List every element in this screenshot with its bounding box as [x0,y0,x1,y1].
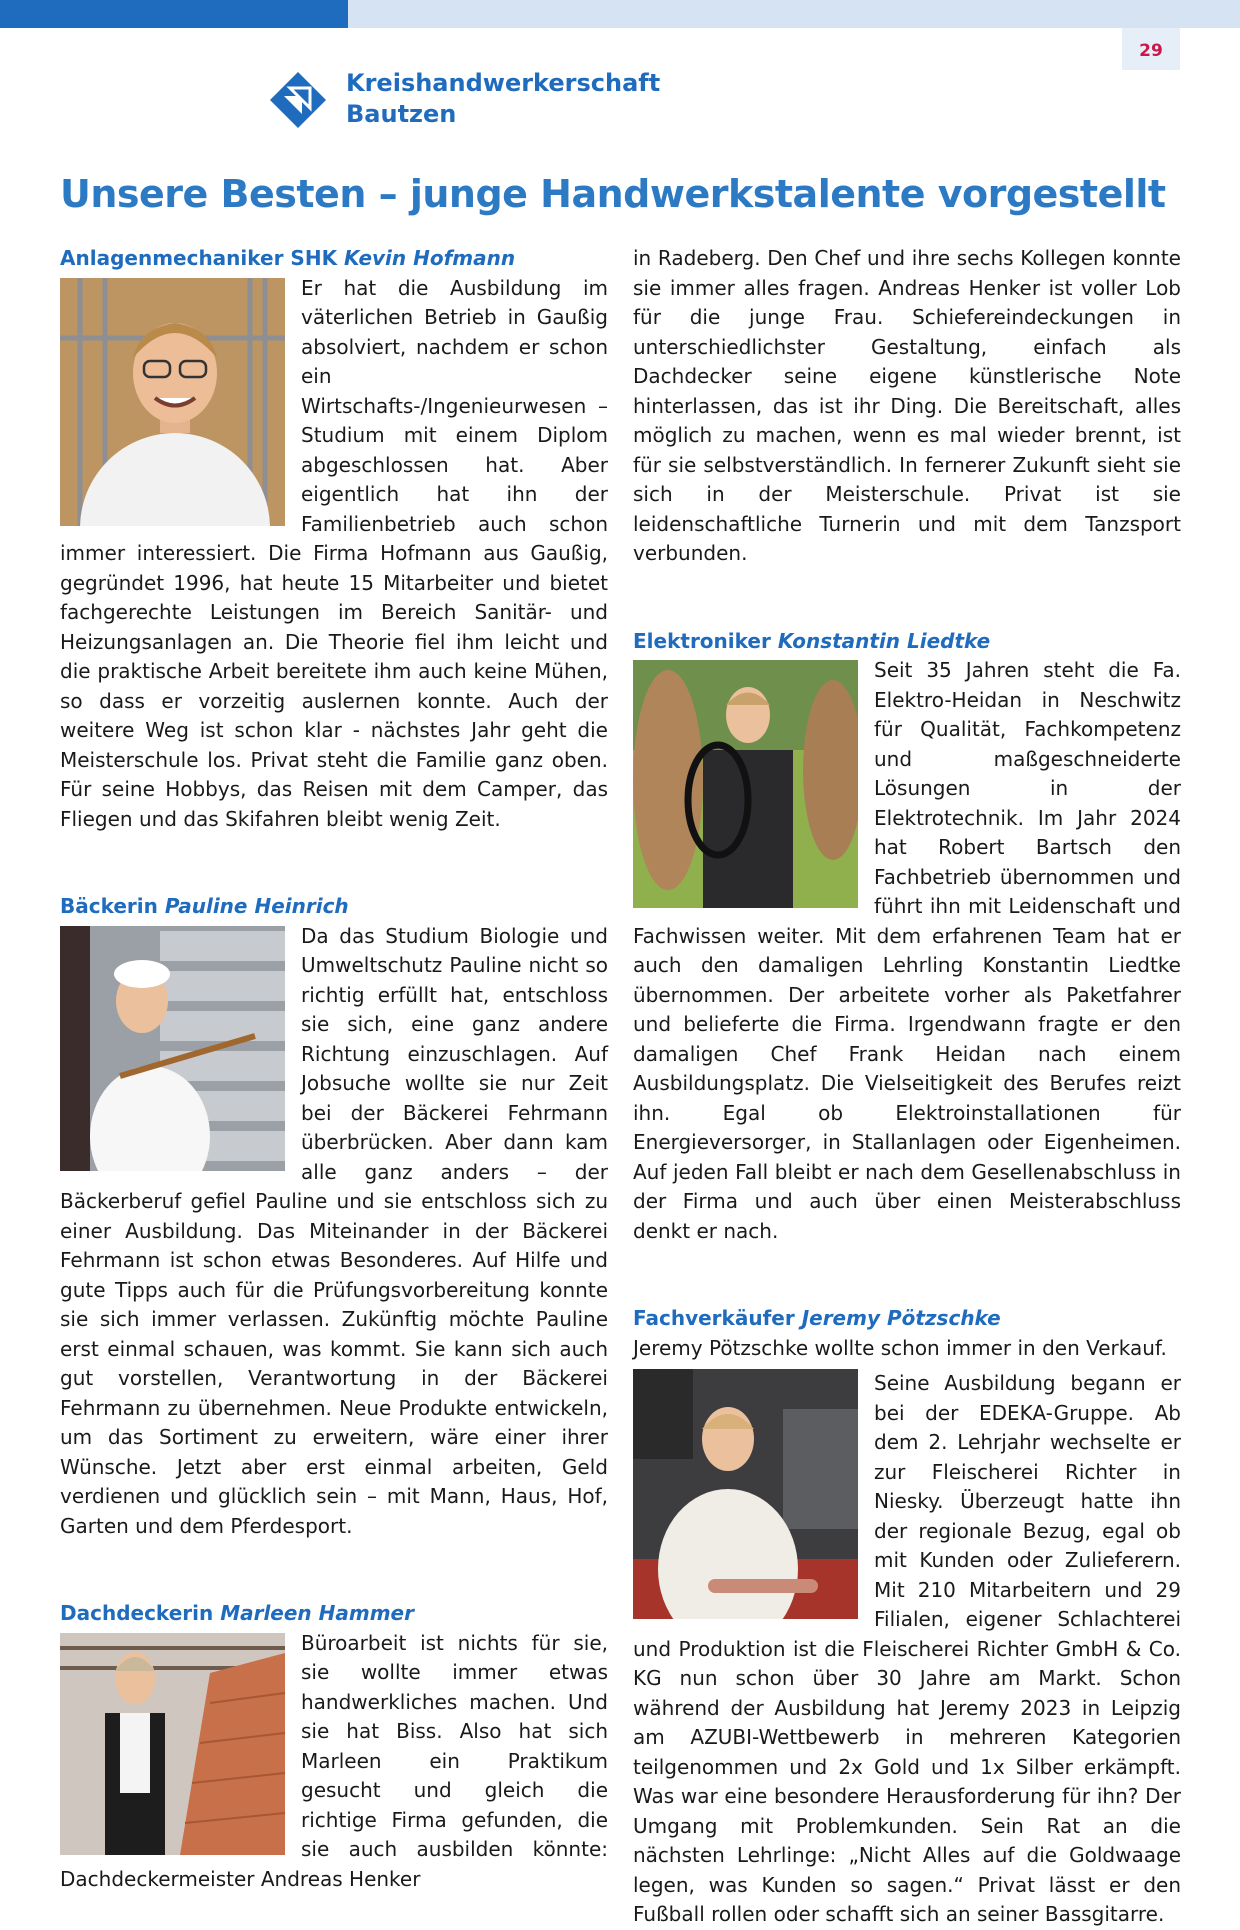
section-text: Büroarbeit ist nichts für sie, sie wollte immer etwas handwerkliches machen. Und sie hat Biss. Also hat sich Marleen ein Praktikum gesucht und gleich die richtige Firma gefunden, die sie auch ausbilden könnte: Dachdeckermeister Andreas Henker [60,1630,608,1891]
left-column [60,244,608,1894]
section-role: Fachverkäufer [633,1306,795,1330]
section-role: Bäckerin [60,894,158,918]
section-role: Dachdeckerin [60,1601,214,1625]
section-text: Da das Studium Biologie und Umweltschutz Pauline nicht so richtig erfüllt hat, entschloss sie sich, eine ganz andere Richtung einzuschlagen. Auf Jobsuche wollte sie nur Zeit bei der Bäckerei Fehrmann überbrücken. Aber dann kam alle ganz anders – der Bäckerberuf gefiel Pauline und sie entschloss sich zu einer Ausbildung. Das Miteinander in der Bäckerei Fehrmann ist schon etwas Besonderes. Auf Hilfe und gute Tipps auch für die Prüfungsvorbereitung konnte sie sich immer verlassen. Zukünftig möchte Pauline erst einmal schauen, was kommt. Sie kann sich auch gut vorstellen, Verantwortung in der Bäckerei Fehrmann zu übernehmen. Neue Produkte entwickeln, um das Sortiment zu erweitern, wäre einer ihrer Wünsche. Jetzt aber erst einmal arbeiten, Geld verdienen und glücklich sein – mit Mann, Haus, Hof, Garten und dem Pferdesport. [60,923,608,1538]
organization-line2: Bautzen [346,100,457,128]
section-konstantin [633,627,1181,1247]
section-person-name: Jeremy Pötzschke [801,1306,1001,1330]
page-number: 29 [1122,28,1180,70]
section-title [60,892,608,922]
photo-konstantin [633,660,858,908]
section-person-name: Kevin Hofmann [344,246,516,270]
right-column [633,244,1181,1930]
section-role: Elektroniker [633,628,771,653]
photo-pauline [60,926,285,1171]
section-title [60,244,608,274]
section-kevin [60,244,608,834]
page-title: Unsere Besten – junge Handwerkstalente vorgestellt [60,172,1166,216]
organization-name [346,68,660,130]
organization-line1: Kreishandwerkerschaft [346,69,661,97]
section-text: Er hat die Ausbildung im väterlichen Betrieb in Gaußig absolviert, nachdem er schon ein Wirtschafts-/Ingenieurwesen – Studium mit einem Diplom abgeschlossen hat. Aber eigentlich hat ihn der Familienbetrieb auch schon immer interessiert. Die Firma Hofmann aus Gaußig, gegründet 1996, hat heute 15 Mitarbeiter und bietet fachgerechte Leistungen im Bereich Sanitär- und Heizungsanlagen an. Die Theorie fiel ihm leicht und die praktische Arbeit bereitete ihm auch keine Mühen, so dass er vorzeitig auslernen konnte. Auch der weitere Weg ist schon klar - nächstes Jahr geht die Meisterschule los. Privat steht die Familie ganz oben. Für seine Hobbys, das Reisen mit dem Camper, das Fliegen und das Skifahren bleibt wenig Zeit. [60,275,608,831]
section-text: Seit 35 Jahren steht die Fa. Elektro-Heidan in Neschwitz für Qualität, Fachkompetenz und maßgeschneiderte Lösungen in der Elektrotechnik. Im Jahr 2024 hat Robert Bartsch den Fachbetrieb übernommen und führt ihn mit Leidenschaft und Fachwissen weiter. Mit dem erfahrenen Team hat er auch den damaligen Lehrling Konstantin Liedtke übernommen. Der arbeitete vorher als Paketfahrer und belieferte die Firma. Irgendwann fragte er den damaligen Chef Frank Heidan nach einem Ausbildungsplatz. Die Vielseitigkeit des Berufes reizt ihn. Egal ob Elektroinstallationen für Energieversorger, in Stallanlagen oder Eigenheimen. Auf jeden Fall bleibt er nach dem Gesellenabschluss in der Firma und auch über einen Meisterabschluss denkt er nach. [633,658,1181,1243]
photo-marleen [60,1633,285,1855]
top-bar-accent [0,0,348,28]
top-bar [348,0,1240,28]
section-title [633,1304,1181,1334]
section-role: Anlagenmechaniker SHK [60,246,338,270]
section-person-name: Marleen Hammer [220,1601,414,1625]
section-person-name: Pauline Heinrich [164,894,349,918]
section-jeremy [633,1304,1181,1930]
section-title [633,627,1181,657]
kreishandwerkerschaft-logo-icon [268,70,328,130]
section-pauline [60,892,608,1541]
marleen-continuation-text: in Radeberg. Den Chef und ihre sechs Kollegen konnte sie immer alles fragen. Andreas Henker ist voller Lob für die junge Frau. Schiefereindeckungen in unterschiedlichster Gestaltung, einfach als Dachdecker seine eigene künstlerische Note hinterlassen, das ist ihr Ding. Die Bereitschaft, alles möglich zu machen, wenn es mal wieder brennt, ist für sie selbstverständlich. In fernerer Zukunft sieht sie sich in der Meisterschule. Privat ist sie leidenschaftliche Turnerin und mit dem Tanzsport verbunden. [633,246,1181,565]
photo-jeremy [633,1369,858,1619]
section-text: Seine Ausbildung begann er bei der EDEKA-Gruppe. Ab dem 2. Lehrjahr wechselte er zur Fleischerei Richter in Niesky. Überzeugt hatte ihn der regionale Bezug, egal ob mit Kunden oder Zulieferern. Mit 210 Mitarbeitern und 29 Filialen, eigener Schlachterei und Produktion ist die Fleischerei Richter GmbH & Co. KG nun schon über 30 Jahre am Markt. Schon während der Ausbildung hat Jeremy 2023 in Leipzig am AZUBI-Wettbewerb in mehreren Kategorien teilgenommen und 2x Gold und 1x Silber erkämpft. Was war eine besondere Herausforderung für ihn? Der Umgang mit Problemkunden. Sein Rat an die nächsten Lehrlinge: „Nicht Alles auf die Goldwaage legen, was Kunden so sagen.“ Privat lässt er den Fußball rollen oder schafft sich an seiner Bassgitarre. [633,1371,1181,1926]
section-title [60,1599,608,1629]
section-marleen [60,1599,608,1894]
photo-kevin [60,278,285,526]
section-person-name: Konstantin Liedtke [777,628,991,653]
section-intro: Jeremy Pötzschke wollte schon immer in den Verkauf. [633,1335,1167,1360]
